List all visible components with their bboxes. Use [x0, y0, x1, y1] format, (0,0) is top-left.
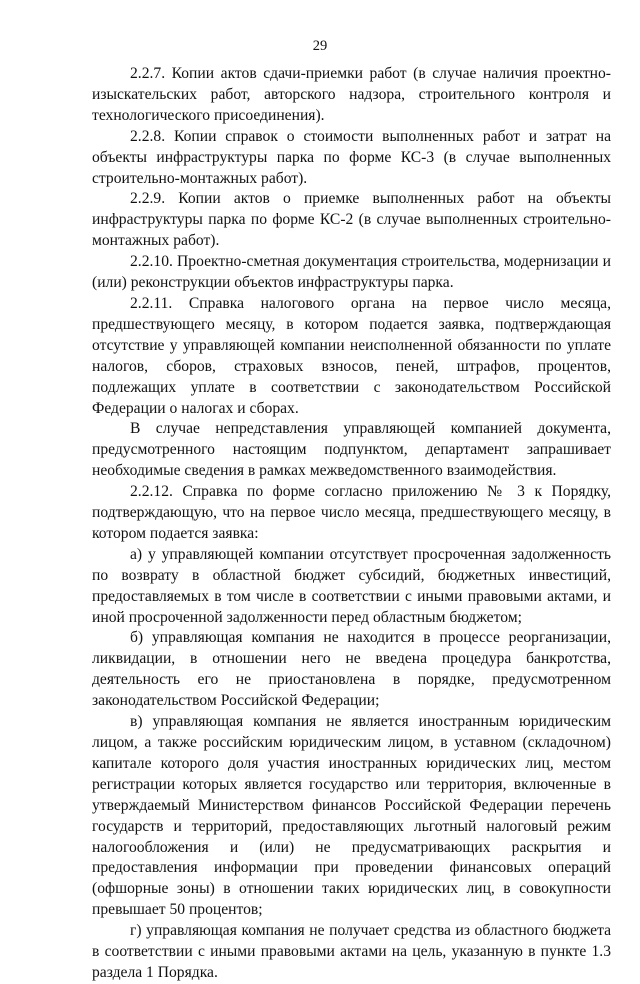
list-item-g: г) управляющая компания не получает средства из областного бюджета в соответствии с иными правовыми актами на цель, указанную в пункте 1.3 раздела 1 Порядка.: [92, 922, 611, 981]
paragraph-2-2-9: 2.2.9. Копии актов о приемке выполненных работ на объекты инфраструктуры парка по форме КС-2 (в случае выполненных строительно-монтажных работ).: [92, 190, 611, 250]
paragraph-2-2-7: 2.2.7. Копии актов сдачи-приемки работ (в случае наличия проектно-изыскательских работ, авторского надзора, строительного контроля и технологического присоединения).: [92, 65, 611, 124]
paragraph-2-2-8: 2.2.8. Копии справок о стоимости выполненных работ и затрат на объекты инфраструктуры парка по форме КС-3 (в случае выполненных строительно-монтажных работ).: [92, 127, 611, 187]
document-body: [92, 64, 611, 984]
page-number: 29: [312, 38, 328, 54]
list-item-b: б) управляющая компания не находится в процессе реорганизации, ликвидации, в отношении него не введена процедура банкротства, деятельность его не приостановлена в порядке, предусмотренном законодательством Российской Федерации;: [92, 629, 611, 710]
paragraph-2-2-10: 2.2.10. Проектно-сметная документация строительства, модернизации и (или) реконструкции объектов инфраструктуры парка.: [92, 253, 611, 292]
paragraph-2-2-11: 2.2.11. Справка налогового органа на первое число месяца, предшествующего месяцу, в котором подается заявка, подтверждающая отсутствие у управляющей компании неисполненной обязанности по уплате налогов, сборов, страховых взносов, пеней, штрафов, процентов, подлежащих уплате в соответствии с законодательством Российской Федерации о налогах и сборах.: [92, 294, 611, 417]
list-item-a: а) у управляющей компании отсутствует просроченная задолженность по возврату в областной бюджет субсидий, бюджетных инвестиций, предоставляемых в том числе в соответствии с иными правовыми актами, и иной просроченной задолженности перед областным бюджетом;: [92, 545, 611, 626]
paragraph-interagency-note: В случае непредставления управляющей компанией документа, предусмотренного настоящим подпунктом, департамент запрашивает необходимые сведения в рамках межведомственного взаимодействия.: [92, 420, 611, 480]
paragraph-2-2-12: 2.2.12. Справка по форме согласно приложению № 3 к Порядку, подтверждающую, что на первое число месяца, предшествующего месяцу, в котором подается заявка:: [92, 483, 611, 542]
list-item-v: в) управляющая компания не является иностранным юридическим лицом, а также российским юридическим лицом, в уставном (складочном) капитале которого доля участия иностранных юридических лиц, местом регистрации которых является государство или территория, включенные в утверждаемый Министерством финансов Российской Федерации перечень государств и территорий, предоставляющих льготный налоговый режим налогообложения и (или) не предусматривающих раскрытия и предоставления информации при проведении финансовых операций (офшорные зоны) в отношении таких юридических лиц, в совокупности превышает 50 процентов;: [92, 713, 611, 919]
